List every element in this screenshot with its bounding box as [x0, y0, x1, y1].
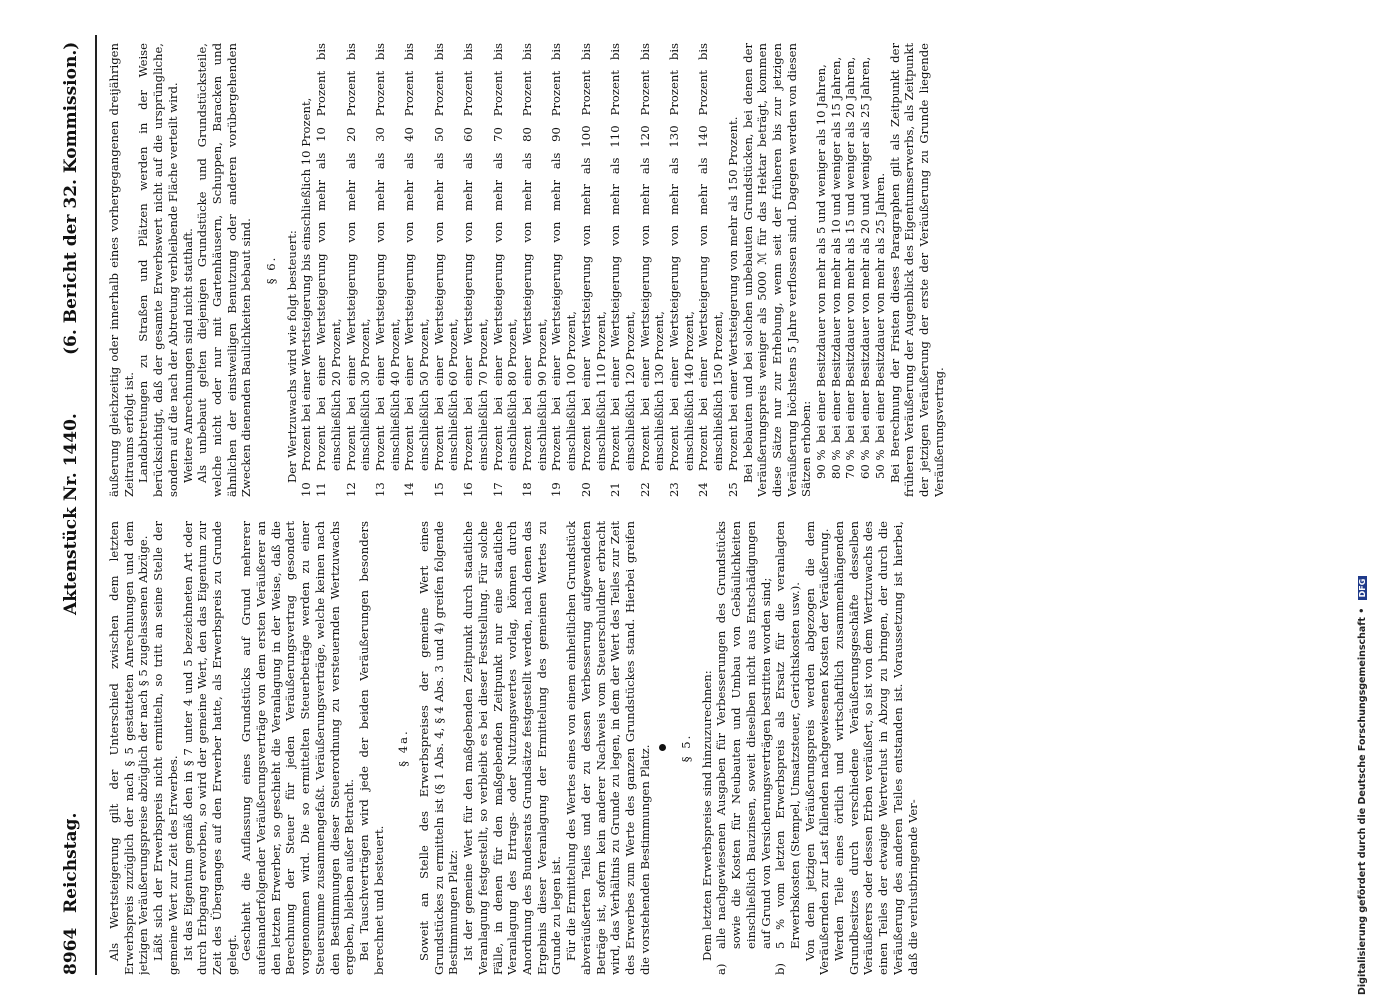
tax-rate-text: Prozent bei einer Wertsteigerung von mehr als 60 Prozent bis einschließlich 70 Prozent,	[461, 43, 490, 471]
tax-rate-number: 13	[372, 482, 387, 497]
tax-scale-list	[299, 43, 740, 497]
dfg-logo: DFG	[1358, 576, 1367, 601]
tax-scale-row	[491, 43, 520, 497]
tax-rate-text: Prozent bei einer Wertsteigerung von mehr als 10 Prozent bis einschließlich 20 Prozent,	[314, 43, 343, 471]
page-number: 8964	[61, 927, 81, 975]
paragraph: Ist der gemeine Wert für den maßgebenden Zeitpunkt durch staatliche Veranlagung festgestellt, so verbleibt es bei dieser Feststellung. Für solche Fälle, in denen für den maßgebenden Zeitpunkt nur eine staatliche Veranlagung des Ertrags- oder Nutzungswertes vorlag, können durch Anordnung des Bundesrats Grundsätze festgestellt werden, nach denen das Ergebnis dieser Veranlagung der Ermittelung des gemeinen Wertes zu Grunde zu legen ist.	[461, 521, 564, 975]
tax-scale-row	[402, 43, 431, 497]
tax-scale-row	[608, 43, 637, 497]
tax-rate-text: Prozent bei einer Wertsteigerung von mehr als 90 Prozent bis einschließlich 100 Prozent,	[549, 43, 579, 471]
paragraph: Bei Tauschverträgen wird jede der beiden Veräußerungen besonders berechnet und besteuert.	[356, 521, 386, 975]
tax-scale-row	[520, 43, 549, 497]
ink-dot	[654, 521, 669, 975]
holding-period-row	[858, 43, 873, 497]
digitization-text: Digitalisierung gefördert durch die Deutsche Forschungsgemeinschaft •	[1357, 607, 1368, 995]
header-right-title: (6. Bericht der 32. Kommission.)	[61, 41, 81, 355]
paragraph: Dem letzten Erwerbspreise sind hinzuzurechnen:	[699, 670, 714, 961]
tax-rate-number: 25	[725, 482, 740, 497]
tax-rate-number: 15	[431, 482, 446, 497]
holding-percentage: 60 %	[858, 449, 873, 479]
tax-rate-number: 21	[608, 482, 623, 497]
list-item	[773, 521, 802, 975]
paragraph: Für die Ermittelung des Wertes eines von einem einheitlichen Grundstück abveräußerten Teiles und der zu dessen Verbesserung aufgewendeten Beträge ist, sofern kein anderer Nachweis vom Steuerschuldner erbracht wird, das Verhältnis zu Grunde zu legen, in dem der Wert des Teiles zur Zeit des Erwerbes zum Werte des ganzen Grundstückes stand. Hierbei greifen die vorstehenden Bestimmungen Platz.	[564, 521, 652, 975]
holding-period-text: bei einer Besitzdauer von mehr als 20 und weniger als 25 Jahren,	[858, 56, 873, 443]
tax-rate-number: 16	[461, 482, 476, 497]
holding-percentage: 70 %	[843, 449, 858, 479]
section-heading-4a: § 4a.	[396, 729, 411, 767]
tax-rate-text: Prozent bei einer Wertsteigerung von mehr als 120 Prozent bis einschließlich 130 Prozent,	[637, 43, 667, 471]
tax-scale-row	[299, 43, 314, 497]
list-marker: b)	[773, 963, 788, 975]
list-text: 5 % vom letzten Erwerbspreis als Ersatz für die veranlagten Erwerbskosten (Stempel, Umsatzsteuer, Gerichtskosten usw.).	[773, 521, 802, 949]
holding-percentage: 90 %	[814, 449, 829, 479]
tax-rate-text: Prozent bei einer Wertsteigerung von mehr als 20 Prozent bis einschließlich 30 Prozent,	[343, 43, 373, 471]
holding-period-list	[814, 43, 888, 497]
left-column	[107, 521, 1337, 975]
paragraph: äußerung gleichzeitig oder innerhalb eines vorhergegangenen dreijährigen Zeitraums erfolgt ist.	[107, 43, 136, 497]
tax-rate-number: 14	[402, 482, 417, 497]
holding-percentage: 80 %	[828, 449, 843, 479]
holding-period-text: bei einer Besitzdauer von mehr als 25 Jahren.	[872, 172, 887, 443]
list-text: alle nachgewiesenen Ausgaben für Verbesserungen des Grundstücks sowie die Kosten für Neubauten und Umbau von Gebäulichkeiten einschließlich Bauzinsen, soweit dieselben nicht aus Entschädigungen auf Grund von Versicherungsverträgen bestritten worden sind;	[714, 521, 773, 949]
paragraph: Weitere Anrechnungen sind nicht statthaft.	[180, 228, 195, 483]
paragraph: Der Wertzuwachs wird wie folgt besteuert:	[284, 230, 299, 483]
tax-rate-text: Prozent bei einer Wertsteigerung von mehr als 130 Prozent bis einschließlich 140 Prozent,	[667, 43, 696, 471]
paragraph: Werden Teile eines örtlich und wirtschaftlich zusammenhängenden Grundbesitzes durch verschiedene Veräußerungsgeschäfte desselben Veräußerers oder dessen Erben veräußert, so ist von dem Wertzuwachs des einen Teiles der etwaige Wertverlust in Abzug zu bringen, der durch die Veräußerung des anderen Teiles entstanden ist. Voraussetzung ist hierbei, daß die verlustbringende Ver-	[832, 521, 920, 975]
tax-scale-row	[726, 43, 741, 497]
tax-rate-text: Prozent bei einer Wertsteigerung bis einschließlich 10 Prozent,	[299, 97, 314, 471]
paragraph: Bei bebauten und bei solchen unbebauten Grundstücken, bei denen der Veräußerungspreis weniger als 5000 ℳ für das Hektar beträgt, kommen diese Sätze nur zur Erhebung, wenn seit der früheren bis zur jetzigen Veräußerung höchstens 5 Jahre verflossen sind. Dagegen werden von diesen Sätzen erhoben:	[740, 43, 814, 497]
paragraph: Von dem jetzigen Veräußerungspreis werden abgezogen die dem Veräußernden zur Last fallenden nachgewiesenen Kosten der Veräußerung.	[802, 521, 832, 975]
paragraph: Geschieht die Auflassung eines Grundstücks auf Grund mehrerer aufeinanderfolgender Veräußerungsverträge von dem ersten Veräußerer an den letzten Erwerber, so geschieht die Veranlagung in der Weise, daß die Berechnung der Steuer für jeden Veräußerungsvertrag gesondert vorgenommen wird. Die so ermittelten Steuerbeträge werden zu einer Steuersumme zusammengefaßt. Veräußerungsverträge, welche keinen nach den Bestimmungen dieser Steuerordnung zu versteuernden Wertzuwachs ergeben, bleiben außer Betracht.	[239, 521, 357, 975]
tax-scale-row	[638, 43, 667, 497]
tax-scale-row	[579, 43, 608, 497]
tax-rate-number: 19	[549, 482, 564, 497]
page-header	[55, 35, 95, 975]
paragraph: Als unbebaut gelten diejenigen Grundstücke und Grundstücksteile, welche nicht oder nur mit Gartenhäusern, Schuppen, Baracken und ähnlichen der einstweiligen Benutzung oder anderen vorübergehenden Zwecken dienenden Baulichkeiten bebaut sind.	[195, 43, 254, 497]
tax-rate-text: Prozent bei einer Wertsteigerung von mehr als 70 Prozent bis einschließlich 80 Prozent,	[490, 43, 520, 471]
header-left-title: Reichstag.	[61, 812, 81, 913]
paragraph: Ist das Eigentum gemäß den in § 7 unter 4 und 5 bezeichneten Art oder durch Erbgang erworben, so wird der gemeine Wert, den das Eigentum zur Zeit des Überganges auf den Erwerber hatte, als Erwerbspreis zu Grunde gelegt.	[180, 521, 239, 975]
tax-rate-number: 11	[314, 482, 329, 497]
paragraph: Soweit an Stelle des Erwerbspreises der gemeine Wert eines Grundstückes zu ermitteln ist (§ 1 Abs. 4, § 4 Abs. 3 und 4) greifen folgende Bestimmungen Platz:	[417, 521, 461, 975]
paragraph: Landabtretungen zu Straßen und Plätzen werden in der Weise berücksichtigt, daß der gesamte Erwerbswert nicht auf die ursprüngliche, sondern auf die nach der Abtretung verbleibende Fläche verteilt wird.	[136, 43, 180, 497]
header-rule	[95, 35, 97, 975]
tax-rate-number: 17	[490, 482, 505, 497]
holding-period-row	[843, 43, 858, 497]
tax-rate-text: Prozent bei einer Wertsteigerung von mehr als 150 Prozent.	[725, 116, 740, 471]
tax-scale-row	[373, 43, 402, 497]
tax-scale-row	[549, 43, 578, 497]
tax-scale-row	[667, 43, 696, 497]
tax-scale-row	[696, 43, 725, 497]
tax-rate-text: Prozent bei einer Wertsteigerung von mehr als 40 Prozent bis einschließlich 50 Prozent,	[402, 43, 432, 471]
document-page	[55, 35, 1345, 975]
header-center-title: Aktenstück Nr. 1440.	[61, 413, 81, 615]
tax-rate-text: Prozent bei einer Wertsteigerung von mehr als 30 Prozent bis einschließlich 40 Prozent,	[372, 43, 402, 471]
list-marker: a)	[714, 963, 729, 975]
tax-scale-row	[461, 43, 490, 497]
tax-scale-row	[432, 43, 461, 497]
tax-rate-number: 10	[299, 482, 314, 497]
tax-rate-number: 12	[343, 482, 358, 497]
digitization-note	[1357, 5, 1371, 995]
paragraph: Läßt sich der Erwerbspreis nicht ermitteln, so tritt an seine Stelle der gemeine Wert zur Zeit des Erwerbes.	[151, 521, 180, 975]
holding-period-text: bei einer Besitzdauer von mehr als 10 und weniger als 15 Jahren,	[828, 56, 843, 443]
paragraph: Bei Berechnung der Fristen dieses Paragraphen gilt als Zeitpunkt der früheren Veräußerung der Augenblick des Eigentumserwerbs, als Zeitpunkt der jetzigen Veräußerung der erste der Veräußerung zu Grunde liegende Veräußerungsvertrag.	[887, 43, 946, 497]
tax-rate-number: 24	[696, 482, 711, 497]
tax-rate-text: Prozent bei einer Wertsteigerung von mehr als 100 Prozent bis einschließlich 110 Prozent,	[578, 43, 608, 471]
holding-period-text: bei einer Besitzdauer von mehr als 15 und weniger als 20 Jahren,	[843, 56, 858, 443]
right-column	[107, 43, 1337, 497]
tax-rate-text: Prozent bei einer Wertsteigerung von mehr als 80 Prozent bis einschließlich 90 Prozent,	[519, 43, 549, 471]
tax-scale-row	[314, 43, 343, 497]
holding-period-row	[814, 43, 829, 497]
tax-rate-text: Prozent bei einer Wertsteigerung von mehr als 50 Prozent bis einschließlich 60 Prozent,	[431, 43, 461, 471]
holding-period-text: bei einer Besitzdauer von mehr als 5 und weniger als 10 Jahren,	[814, 64, 829, 443]
tax-scale-row	[344, 43, 373, 497]
holding-period-row	[829, 43, 844, 497]
tax-rate-text: Prozent bei einer Wertsteigerung von mehr als 110 Prozent bis einschließlich 120 Prozent,	[608, 43, 637, 471]
tax-rate-number: 23	[667, 482, 682, 497]
section-heading-5: § 5.	[679, 733, 694, 763]
tax-rate-text: Prozent bei einer Wertsteigerung von mehr als 140 Prozent bis einschließlich 150 Prozent,	[696, 43, 726, 471]
paragraph: Als Wertsteigerung gilt der Unterschied zwischen dem letzten Erwerbspreis zuzüglich der nach § 5 gestatteten Anrechnungen und dem jetzigen Veräußerungspreise abzüglich der nach § 5 zugelassenen Abzüge.	[107, 521, 151, 975]
tax-rate-number: 18	[519, 482, 534, 497]
tax-rate-number: 22	[637, 482, 652, 497]
section-heading-6: § 6.	[264, 255, 279, 285]
list-item	[714, 521, 773, 975]
holding-percentage: 50 %	[872, 449, 887, 479]
holding-period-row	[873, 43, 888, 497]
tax-rate-number: 20	[578, 482, 593, 497]
